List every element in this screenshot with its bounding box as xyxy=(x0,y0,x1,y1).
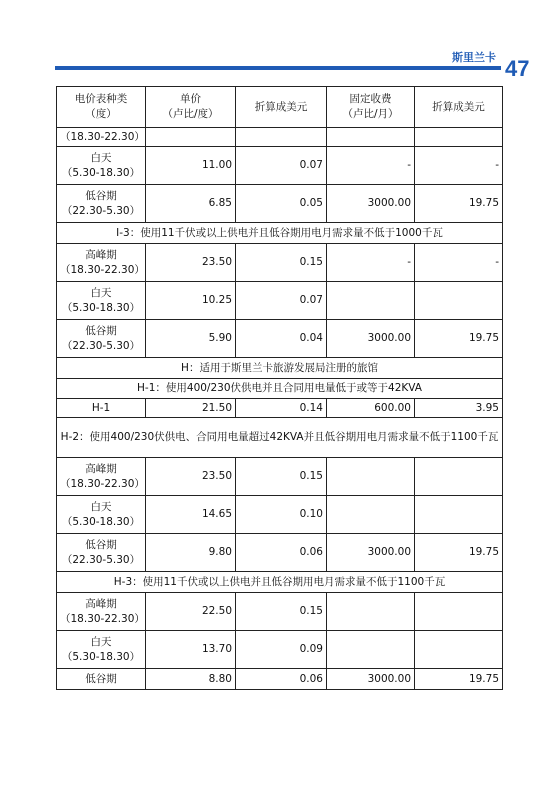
fixed-charge-cell xyxy=(327,282,415,320)
period-line: （5.30-18.30） xyxy=(61,166,141,179)
usd-price-cell: 0.09 xyxy=(236,631,327,669)
page-number: 47 xyxy=(505,56,530,81)
table-row xyxy=(57,282,503,320)
fixed-usd-cell: 3.95 xyxy=(415,399,503,418)
header-line: （度） xyxy=(85,108,117,120)
fixed-usd-cell: - xyxy=(415,244,503,282)
header-line: 折算成美元 xyxy=(432,100,485,113)
table-body xyxy=(57,128,503,690)
usd-price-cell: 0.15 xyxy=(236,244,327,282)
header-line: （卢比/月） xyxy=(342,108,399,120)
period-cell xyxy=(57,128,146,147)
table-row xyxy=(57,244,503,282)
table-row xyxy=(57,320,503,358)
table-row xyxy=(57,534,503,572)
fixed-charge-cell: 3000.00 xyxy=(327,320,415,358)
period-cell xyxy=(57,534,146,572)
period-line: （22.30-5.30） xyxy=(61,553,141,566)
unit-price-cell: 5.90 xyxy=(146,320,236,358)
fixed-usd-cell: - xyxy=(415,147,503,185)
usd-price-cell: 0.04 xyxy=(236,320,327,358)
table-row xyxy=(57,128,503,147)
period-line: 高峰期 xyxy=(85,462,117,475)
header-line: 固定收费 xyxy=(349,93,392,105)
period-line: 低谷期 xyxy=(85,672,117,685)
header-cell-fixed-usd xyxy=(415,87,503,128)
header-cell-fixed-charge xyxy=(327,87,415,128)
fixed-charge-cell: - xyxy=(327,147,415,185)
unit-price-cell: 6.85 xyxy=(146,185,236,223)
period-line: （5.30-18.30） xyxy=(61,301,141,314)
period-cell xyxy=(57,593,146,631)
fixed-usd-cell xyxy=(415,631,503,669)
unit-price-cell: 10.25 xyxy=(146,282,236,320)
unit-price-cell xyxy=(146,128,236,147)
period-line: 白天 xyxy=(90,500,112,513)
unit-price-cell: 14.65 xyxy=(146,496,236,534)
header-cell-unit-price xyxy=(146,87,236,128)
usd-price-cell: 0.15 xyxy=(236,593,327,631)
header-rule xyxy=(55,66,501,70)
section-heading: H：适用于斯里兰卡旅游发展局注册的旅馆 xyxy=(57,358,503,379)
section-heading: I-3：使用11千伏或以上供电并且低谷期用电月需求量不低于1000千瓦 xyxy=(57,223,503,244)
fixed-usd-cell: 19.75 xyxy=(415,534,503,572)
period-line: （5.30-18.30） xyxy=(61,515,141,528)
section-row xyxy=(57,358,503,379)
section-row xyxy=(57,379,503,399)
period-line: 白天 xyxy=(90,635,112,648)
period-line: 白天 xyxy=(90,286,112,299)
period-line: 低谷期 xyxy=(85,189,117,202)
fixed-usd-cell: 19.75 xyxy=(415,320,503,358)
unit-price-cell: 23.50 xyxy=(146,244,236,282)
usd-price-cell: 0.06 xyxy=(236,534,327,572)
header-cell-usd xyxy=(236,87,327,128)
period-cell xyxy=(57,282,146,320)
unit-price-cell: 13.70 xyxy=(146,631,236,669)
fixed-usd-cell xyxy=(415,458,503,496)
period-line: 低谷期 xyxy=(85,538,117,551)
period-cell xyxy=(57,244,146,282)
table-row xyxy=(57,458,503,496)
usd-price-cell: 0.07 xyxy=(236,282,327,320)
fixed-charge-cell: - xyxy=(327,244,415,282)
tariff-table xyxy=(56,86,503,690)
header-cell-type xyxy=(57,87,146,128)
period-cell xyxy=(57,399,146,418)
period-line: （18.30-22.30） xyxy=(60,130,145,143)
fixed-charge-cell xyxy=(327,458,415,496)
table-row xyxy=(57,185,503,223)
period-cell xyxy=(57,631,146,669)
header-line: 电价表种类 xyxy=(74,93,128,105)
fixed-usd-cell xyxy=(415,282,503,320)
period-line: （22.30-5.30） xyxy=(61,339,141,352)
period-line: 高峰期 xyxy=(85,248,117,261)
period-line: （5.30-18.30） xyxy=(61,650,141,663)
table-row xyxy=(57,399,503,418)
period-line: 低谷期 xyxy=(85,324,117,337)
period-line: （18.30-22.30） xyxy=(60,477,145,490)
unit-price-cell: 21.50 xyxy=(146,399,236,418)
table-row xyxy=(57,496,503,534)
header-line: 单价 xyxy=(180,93,201,105)
fixed-charge-cell: 3000.00 xyxy=(327,185,415,223)
fixed-charge-cell: 600.00 xyxy=(327,399,415,418)
period-cell xyxy=(57,669,146,690)
usd-price-cell: 0.14 xyxy=(236,399,327,418)
usd-price-cell xyxy=(236,128,327,147)
fixed-usd-cell: 19.75 xyxy=(415,185,503,223)
table-row xyxy=(57,593,503,631)
period-line: 高峰期 xyxy=(85,597,117,610)
fixed-charge-cell xyxy=(327,631,415,669)
fixed-charge-cell: 3000.00 xyxy=(327,669,415,690)
usd-price-cell: 0.15 xyxy=(236,458,327,496)
table-row xyxy=(57,631,503,669)
section-row xyxy=(57,572,503,593)
section-row xyxy=(57,418,503,458)
section-heading: H-2：使用400/230伏供电、合同用电量超过42KVA并且低谷期用电月需求量不低于1100千瓦 xyxy=(57,418,503,458)
period-cell xyxy=(57,185,146,223)
fixed-charge-cell: 3000.00 xyxy=(327,534,415,572)
section-row xyxy=(57,223,503,244)
period-line: （18.30-22.30） xyxy=(60,263,145,276)
period-cell xyxy=(57,496,146,534)
usd-price-cell: 0.05 xyxy=(236,185,327,223)
fixed-usd-cell xyxy=(415,593,503,631)
fixed-charge-cell xyxy=(327,593,415,631)
period-line: （18.30-22.30） xyxy=(60,612,145,625)
header-line: （卢比/度） xyxy=(162,108,219,120)
table-header-row xyxy=(57,87,503,128)
unit-price-cell: 9.80 xyxy=(146,534,236,572)
section-heading: H-3：使用11千伏或以上供电并且低谷期用电月需求量不低于1100千瓦 xyxy=(57,572,503,593)
period-cell xyxy=(57,320,146,358)
unit-price-cell: 23.50 xyxy=(146,458,236,496)
unit-price-cell: 8.80 xyxy=(146,669,236,690)
period-line: H-1 xyxy=(91,401,111,414)
unit-price-cell: 22.50 xyxy=(146,593,236,631)
header-title: 斯里兰卡 xyxy=(452,51,496,64)
period-line: （22.30-5.30） xyxy=(61,204,141,217)
period-line: 白天 xyxy=(90,151,112,164)
unit-price-cell: 11.00 xyxy=(146,147,236,185)
fixed-usd-cell: 19.75 xyxy=(415,669,503,690)
fixed-charge-cell xyxy=(327,496,415,534)
period-cell xyxy=(57,147,146,185)
header-line: 折算成美元 xyxy=(254,100,308,113)
table-row xyxy=(57,147,503,185)
usd-price-cell: 0.10 xyxy=(236,496,327,534)
fixed-usd-cell xyxy=(415,128,503,147)
section-heading: H-1：使用400/230伏供电并且合同用电量低于或等于42KVA xyxy=(57,379,503,399)
table-row xyxy=(57,669,503,690)
fixed-charge-cell xyxy=(327,128,415,147)
usd-price-cell: 0.07 xyxy=(236,147,327,185)
period-cell xyxy=(57,458,146,496)
fixed-usd-cell xyxy=(415,496,503,534)
usd-price-cell: 0.06 xyxy=(236,669,327,690)
